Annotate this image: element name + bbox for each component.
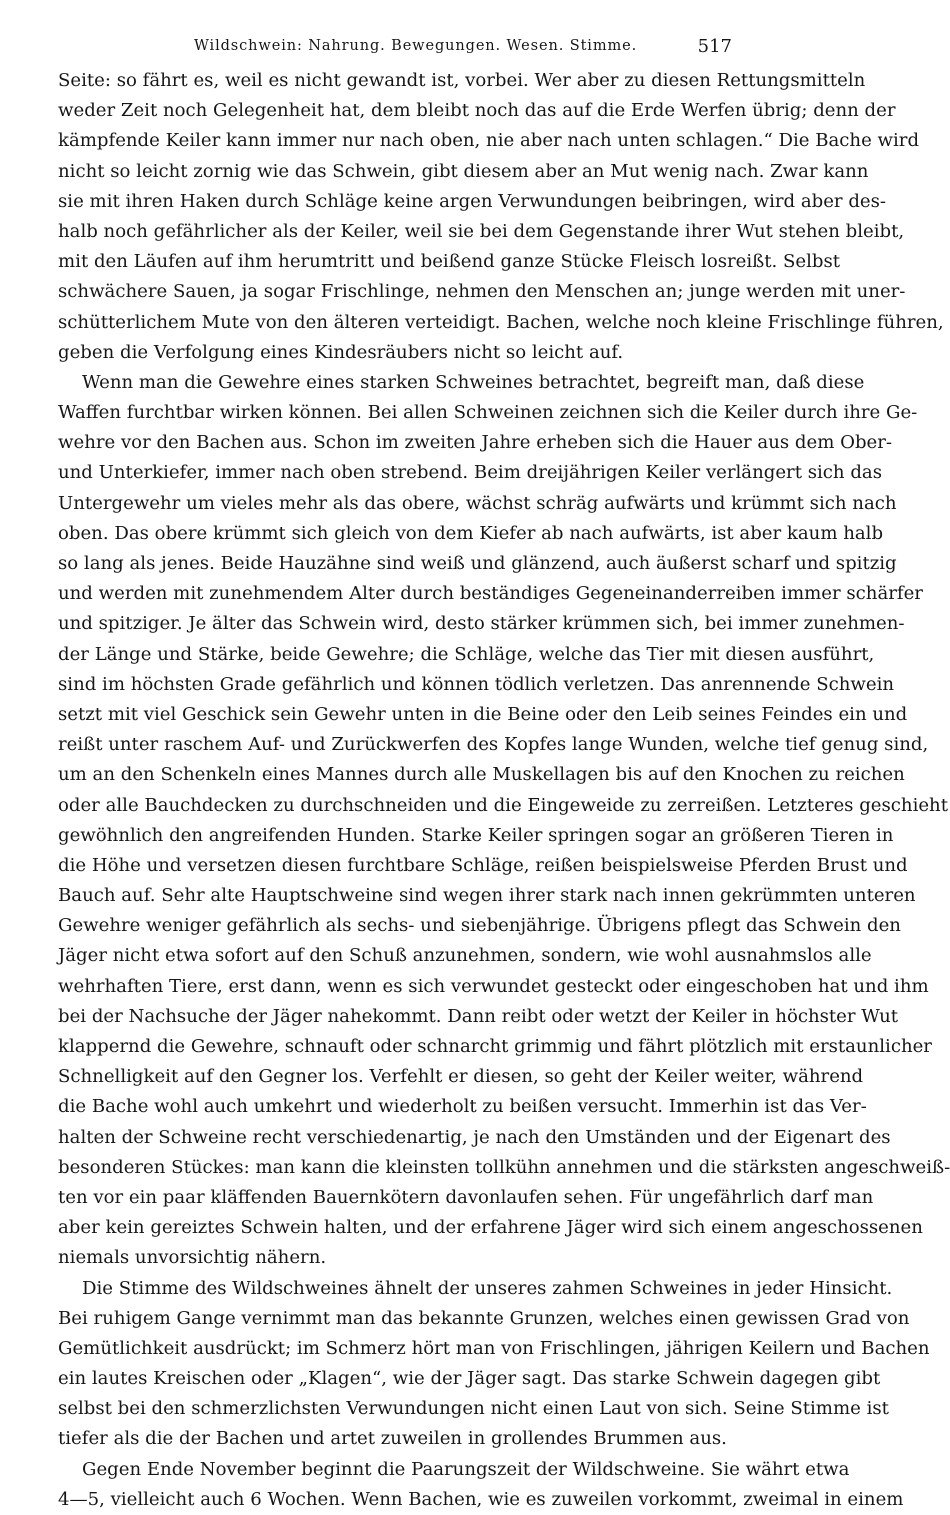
text-line: reißt unter raschem Auf- und Zurückwerfen des Kopfes lange Wunden, welche tief genug sind, xyxy=(58,734,929,756)
paragraph xyxy=(58,1455,904,1515)
text-line: aber kein gereiztes Schwein halten, und der erfahrene Jäger wird sich einem angeschossenen xyxy=(58,1217,923,1239)
text-line: Gegen Ende November beginnt die Paarungszeit der Wildschweine. Sie währt etwa xyxy=(82,1458,850,1480)
text-line: halten der Schweine recht verschiedenartig, je nach den Umständen und der Eigenart des xyxy=(58,1126,891,1148)
text-line: 4—5, vielleicht auch 6 Wochen. Wenn Bachen, wie es zuweilen vorkommt, zweimal in einem xyxy=(58,1488,904,1510)
text-body xyxy=(58,66,950,1515)
text-line: wehrhaften Tiere, erst dann, wenn es sich verwundet gesteckt oder eingeschoben hat und ihm xyxy=(58,975,929,997)
text-line: ein lautes Kreischen oder „Klagen“, wie der Jäger sagt. Das starke Schwein dagegen gibt xyxy=(58,1368,881,1390)
text-line: Seite: so fährt es, weil es nicht gewandt ist, vorbei. Wer aber zu diesen Rettungsmitteln xyxy=(58,70,866,91)
text-line: Waffen furchtbar wirken können. Bei allen Schweinen zeichnen sich die Keiler durch ihre Ge- xyxy=(58,402,918,424)
text-line: um an den Schenkeln eines Mannes durch alle Muskellagen bis auf den Knochen zu reichen xyxy=(58,764,905,786)
text-line: schwächere Sauen, ja sogar Frischlinge, nehmen den Menschen an; junge werden mit uner- xyxy=(58,281,906,303)
paragraph xyxy=(58,1274,930,1455)
text-line: nicht so leicht zornig wie das Schwein, gibt diesem aber an Mut wenig nach. Zwar kann xyxy=(58,160,869,182)
text-line: und werden mit zunehmendem Alter durch beständiges Gegeneinanderreiben immer schärfer xyxy=(58,583,923,605)
text-line: und spitziger. Je älter das Schwein wird, desto stärker krümmen sich, bei immer zunehmen- xyxy=(58,613,905,635)
text-line: gewöhnlich den angreifenden Hunden. Starke Keiler springen sogar an größeren Tieren in xyxy=(58,824,894,846)
text-line: schütterlichem Mute von den älteren verteidigt. Bachen, welche noch kleine Frischlinge führen, xyxy=(58,311,944,333)
text-line: weder Zeit noch Gelegenheit hat, dem bleibt noch das auf die Erde Werfen übrig; denn der xyxy=(58,100,896,122)
paragraph xyxy=(58,66,944,368)
text-line: Schnelligkeit auf den Gegner los. Verfehlt er diesen, so geht der Keiler weiter, während xyxy=(58,1066,864,1088)
running-title: Wildschwein: Nahrung. Bewegungen. Wesen. Stimme. xyxy=(194,38,638,54)
text-line: Gewehre weniger gefährlich als sechs- und siebenjährige. Übrigens pflegt das Schwein den xyxy=(58,915,901,937)
text-line: niemals unvorsichtig nähern. xyxy=(58,1247,327,1269)
text-line: Bei ruhigem Gange vernimmt man das bekannte Grunzen, welches einen gewissen Grad von xyxy=(58,1307,910,1329)
text-line: geben die Verfolgung eines Kindesräubers nicht so leicht auf. xyxy=(58,341,624,363)
text-line: bei der Nachsuche der Jäger nahekommt. Dann reibt oder wetzt der Keiler in höchster Wut xyxy=(58,1005,899,1027)
text-line: so lang als jenes. Beide Hauzähne sind weiß und glänzend, auch äußerst scharf und spitzig xyxy=(58,553,897,574)
text-line: wehre vor den Bachen aus. Schon im zweiten Jahre erheben sich die Hauer aus dem Ober- xyxy=(58,432,892,454)
text-line: setzt mit viel Geschick sein Gewehr unten in die Beine oder den Leib seines Feindes ein und xyxy=(58,703,908,725)
text-line: die Höhe und versetzen diesen furchtbare Schläge, reißen beispielsweise Pferden Brust und xyxy=(58,854,908,876)
text-line: oben. Das obere krümmt sich gleich von dem Kiefer ab nach aufwärts, ist aber kaum halb xyxy=(58,522,884,544)
text-line: kämpfende Keiler kann immer nur nach oben, nie aber nach unten schlagen.“ Die Bache wird xyxy=(58,130,920,152)
text-line: Gemütlichkeit ausdrückt; im Schmerz hört man von Frischlingen, jährigen Keilern und Bachen xyxy=(58,1337,930,1359)
text-line: selbst bei den schmerzlichsten Verwundungen nicht einen Laut von sich. Seine Stimme ist xyxy=(58,1398,889,1420)
text-line: ten vor ein paar kläffenden Bauernkötern davonlaufen sehen. Für ungefährlich darf man xyxy=(58,1186,874,1208)
text-line: tiefer als die der Bachen und artet zuweilen in grollendes Brummen aus. xyxy=(58,1428,727,1450)
text-line: die Bache wohl auch umkehrt und wiederholt zu beißen versucht. Immerhin ist das Ver- xyxy=(58,1096,867,1118)
page-number: 517 xyxy=(697,36,732,57)
text-line: Untergewehr um vieles mehr als das obere, wächst schräg aufwärts und krümmt sich nach xyxy=(58,492,897,514)
text-line: Die Stimme des Wildschweines ähnelt der unseres zahmen Schweines in jeder Hinsicht. xyxy=(82,1277,893,1299)
text-line: sind im höchsten Grade gefährlich und können tödlich verletzen. Das anrennende Schwein xyxy=(58,673,895,695)
text-line: Wenn man die Gewehre eines starken Schweines betrachtet, begreift man, daß diese xyxy=(82,371,865,393)
text-line: Bauch auf. Sehr alte Hauptschweine sind wegen ihrer stark nach innen gekrümmten unteren xyxy=(58,885,916,907)
text-line: mit den Läufen auf ihm herumtritt und beißend ganze Stücke Fleisch losreißt. Selbst xyxy=(58,251,841,273)
text-line: der Länge und Stärke, beide Gewehre; die Schläge, welche das Tier mit diesen ausführt, xyxy=(58,643,875,665)
text-line: klappernd die Gewehre, schnauft oder schnarcht grimmig und fährt plötzlich mit erstaunlicher xyxy=(58,1036,932,1057)
text-line: sie mit ihren Haken durch Schläge keine argen Verwundungen beibringen, wird aber des- xyxy=(58,190,887,212)
paragraph xyxy=(58,368,950,1274)
text-line: und Unterkiefer, immer nach oben strebend. Beim dreijährigen Keiler verlängert sich das xyxy=(58,462,882,484)
running-head xyxy=(58,36,738,60)
text-line: Jäger nicht etwa sofort auf den Schuß anzunehmen, sondern, wie wohl ausnahmslos alle xyxy=(58,945,872,967)
text-line: oder alle Bauchdecken zu durchschneiden und die Eingeweide zu zerreißen. Letzteres geschieht xyxy=(58,794,948,816)
text-line: besonderen Stückes: man kann die kleinsten tollkühn annehmen und die stärksten angeschweiß- xyxy=(58,1156,950,1178)
text-line: halb noch gefährlicher als der Keiler, weil sie bei dem Gegenstande ihrer Wut stehen bleibt, xyxy=(58,220,905,242)
